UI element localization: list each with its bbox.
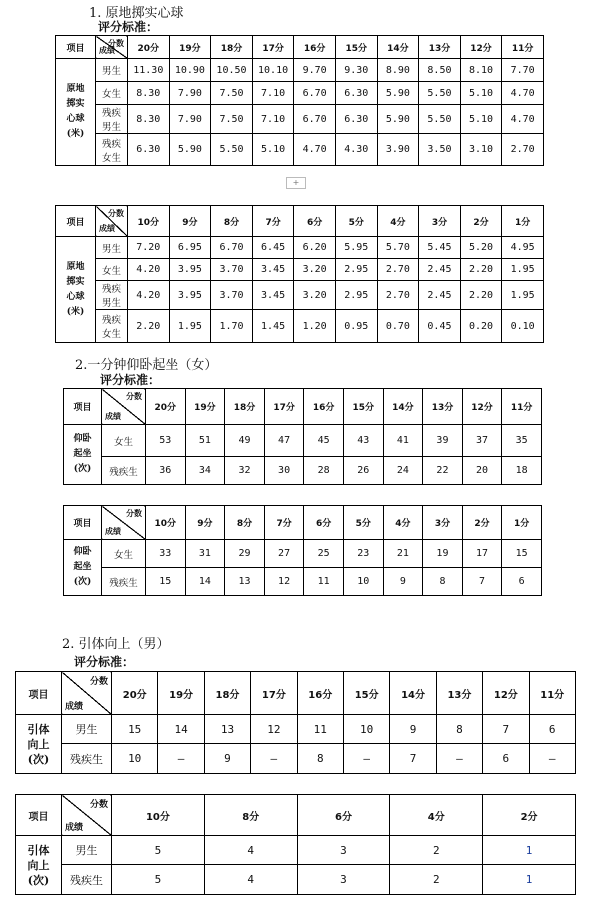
value-cell: 20: [462, 457, 502, 485]
value-cell: 7: [390, 744, 436, 774]
diagonal-header-cell: [62, 672, 112, 715]
value-cell: 30: [264, 457, 304, 485]
diag-score-label: 分数: [126, 508, 142, 518]
value-cell: 10.50: [211, 59, 253, 82]
value-cell: 45: [304, 425, 344, 457]
value-cell: 4.70: [502, 105, 544, 134]
value-cell: 3.90: [377, 134, 419, 166]
value-cell: 41: [383, 425, 423, 457]
value-cell: 8.50: [419, 59, 461, 82]
value-cell: 1.95: [169, 310, 211, 343]
value-cell: 2.70: [377, 259, 419, 281]
value-cell: 2.20: [128, 310, 170, 343]
value-cell: —: [529, 744, 575, 774]
value-cell: 32: [225, 457, 265, 485]
value-cell: 8.10: [460, 59, 502, 82]
value-cell: 6.95: [169, 237, 211, 259]
value-cell: —: [251, 744, 297, 774]
score-header-cell: 4分: [383, 506, 423, 540]
value-cell: 13: [225, 568, 265, 596]
section1-standard: 评分标准：: [98, 20, 159, 34]
row-label-cell: 残疾生: [62, 744, 112, 774]
value-cell: 4.20: [128, 281, 170, 310]
score-header-cell: 15分: [343, 389, 383, 425]
value-cell: 0.70: [377, 310, 419, 343]
value-cell: 0.20: [460, 310, 502, 343]
score-header-cell: 3分: [419, 206, 461, 237]
value-cell: 37: [462, 425, 502, 457]
value-cell: 2.95: [335, 259, 377, 281]
value-cell: 31: [185, 540, 225, 568]
diag-score-label: 分数: [108, 38, 124, 48]
value-cell: 8: [297, 744, 343, 774]
value-cell: 15: [146, 568, 186, 596]
value-cell: 5.50: [211, 134, 253, 166]
item-group-cell: 原地 掷实 心球 (米): [56, 59, 96, 166]
section2-title: 2.一分钟仰卧起坐（女）: [75, 358, 218, 373]
value-cell: 39: [423, 425, 463, 457]
score-header-cell: 1分: [502, 206, 544, 237]
value-cell: 9: [383, 568, 423, 596]
value-cell: 5: [112, 865, 205, 895]
value-cell: 10: [343, 568, 383, 596]
score-header-cell: 6分: [297, 795, 390, 836]
value-cell: 4.95: [502, 237, 544, 259]
value-cell: 15: [112, 715, 158, 744]
value-cell: 3.20: [294, 259, 336, 281]
value-cell: 5.70: [377, 237, 419, 259]
row-label-cell: 残疾 女生: [96, 310, 128, 343]
item-header-cell: 项目: [56, 206, 96, 237]
item-header-cell: 项目: [16, 795, 62, 836]
score-header-cell: 18分: [225, 389, 265, 425]
value-cell: 13: [204, 715, 250, 744]
score-header-cell: 11分: [502, 36, 544, 59]
value-cell: 3.95: [169, 259, 211, 281]
score-header-cell: 5分: [343, 506, 383, 540]
diagonal-header-cell: [102, 506, 146, 540]
value-cell: 7.10: [252, 105, 294, 134]
value-cell: 7.90: [169, 105, 211, 134]
row-label-cell: 男生: [96, 237, 128, 259]
score-header-cell: 13分: [436, 672, 482, 715]
value-cell: 15: [502, 540, 542, 568]
item-header-cell: 项目: [64, 389, 102, 425]
value-cell: 11: [304, 568, 344, 596]
section1-title: 1. 原地掷实心球: [89, 6, 184, 21]
score-header-cell: 15分: [335, 36, 377, 59]
value-cell: 10.10: [252, 59, 294, 82]
value-cell: 4.30: [335, 134, 377, 166]
score-header-cell: 13分: [423, 389, 463, 425]
diag-score-label: 分数: [89, 677, 108, 687]
value-cell: 27: [264, 540, 304, 568]
value-cell: 10: [112, 744, 158, 774]
value-cell: 14: [158, 715, 204, 744]
value-cell: 34: [185, 457, 225, 485]
score-header-cell: 7分: [264, 506, 304, 540]
value-cell: 8: [436, 715, 482, 744]
value-cell: 6.70: [294, 105, 336, 134]
score-header-cell: 10分: [146, 506, 186, 540]
value-cell: 4.70: [502, 82, 544, 105]
value-cell: 3.45: [252, 281, 294, 310]
value-cell: 6: [502, 568, 542, 596]
value-cell: 6.70: [294, 82, 336, 105]
value-cell: 0.10: [502, 310, 544, 343]
row-label-cell: 残疾 女生: [96, 134, 128, 166]
value-cell: 1: [483, 836, 576, 865]
value-cell: 12: [264, 568, 304, 596]
value-cell: 7.50: [211, 105, 253, 134]
score-header-cell: 11分: [529, 672, 575, 715]
value-cell: 4.20: [128, 259, 170, 281]
row-label-cell: 残疾 男生: [96, 281, 128, 310]
score-header-cell: 9分: [185, 506, 225, 540]
value-cell: 36: [146, 457, 186, 485]
value-cell: 10: [343, 715, 389, 744]
value-cell: 14: [185, 568, 225, 596]
value-cell: 7: [483, 715, 529, 744]
value-cell: 5.90: [377, 105, 419, 134]
score-header-cell: 16分: [304, 389, 344, 425]
score-header-cell: 2分: [460, 206, 502, 237]
value-cell: 19: [423, 540, 463, 568]
pullup-table-low: [15, 794, 576, 895]
item-group-cell: 仰卧 起坐 (次): [64, 540, 102, 596]
section3-standard: 评分标准：: [74, 655, 135, 669]
diag-result-label: 成绩: [99, 223, 115, 233]
item-group-cell: 仰卧 起坐 (次): [64, 425, 102, 485]
value-cell: 5.10: [460, 105, 502, 134]
diag-result-label: 成绩: [105, 411, 121, 421]
diagonal-header-cell: [62, 795, 112, 836]
value-cell: 7.90: [169, 82, 211, 105]
value-cell: 6: [483, 744, 529, 774]
value-cell: 2.45: [419, 259, 461, 281]
value-cell: 3.95: [169, 281, 211, 310]
shotput-table-low: [55, 205, 544, 343]
value-cell: 2: [390, 836, 483, 865]
value-cell: —: [158, 744, 204, 774]
score-header-cell: 6分: [304, 506, 344, 540]
score-header-cell: 10分: [128, 206, 170, 237]
value-cell: 7: [462, 568, 502, 596]
score-header-cell: 12分: [460, 36, 502, 59]
score-header-cell: 14分: [390, 672, 436, 715]
value-cell: 4: [204, 836, 297, 865]
value-cell: 7.70: [502, 59, 544, 82]
row-label-cell: 女生: [102, 425, 146, 457]
score-header-cell: 14分: [377, 36, 419, 59]
score-header-cell: 20分: [128, 36, 170, 59]
diagonal-header-cell: [102, 389, 146, 425]
value-cell: 23: [343, 540, 383, 568]
value-cell: 2: [390, 865, 483, 895]
diag-result-label: 成绩: [99, 45, 115, 55]
score-header-cell: 1分: [502, 506, 542, 540]
score-header-cell: 8分: [225, 506, 265, 540]
value-cell: 3: [297, 865, 390, 895]
value-cell: 24: [383, 457, 423, 485]
score-header-cell: 2分: [462, 506, 502, 540]
item-group-cell: 原地 掷实 心球 (米): [56, 237, 96, 343]
value-cell: 1.95: [502, 259, 544, 281]
value-cell: 3.10: [460, 134, 502, 166]
value-cell: 51: [185, 425, 225, 457]
row-label-cell: 男生: [62, 715, 112, 744]
score-header-cell: 4分: [377, 206, 419, 237]
value-cell: 6.30: [128, 134, 170, 166]
score-header-cell: 5分: [335, 206, 377, 237]
diag-result-label: 成绩: [65, 702, 84, 712]
value-cell: 25: [304, 540, 344, 568]
situp-table-low: [63, 505, 542, 596]
value-cell: 5.95: [335, 237, 377, 259]
score-header-cell: 18分: [204, 672, 250, 715]
value-cell: 7.50: [211, 82, 253, 105]
score-header-cell: 10分: [112, 795, 205, 836]
item-header-cell: 项目: [64, 506, 102, 540]
value-cell: 5.50: [419, 105, 461, 134]
diag-score-label: 分数: [108, 208, 124, 218]
score-header-cell: 17分: [264, 389, 304, 425]
item-header-cell: 项目: [16, 672, 62, 715]
row-label-cell: 残疾生: [62, 865, 112, 895]
shotput-table-high: [55, 35, 544, 166]
value-cell: 35: [502, 425, 542, 457]
value-cell: 8.90: [377, 59, 419, 82]
value-cell: 11: [297, 715, 343, 744]
score-header-cell: 20分: [146, 389, 186, 425]
value-cell: 49: [225, 425, 265, 457]
score-header-cell: 13分: [419, 36, 461, 59]
value-cell: 22: [423, 457, 463, 485]
value-cell: 9: [390, 715, 436, 744]
value-cell: 1.70: [211, 310, 253, 343]
item-group-cell: 引体 向上 (次): [16, 836, 62, 895]
score-header-cell: 6分: [294, 206, 336, 237]
score-header-cell: 9分: [169, 206, 211, 237]
value-cell: 18: [502, 457, 542, 485]
score-header-cell: 14分: [383, 389, 423, 425]
row-label-cell: 残疾生: [102, 568, 146, 596]
value-cell: 3: [297, 836, 390, 865]
score-header-cell: 12分: [462, 389, 502, 425]
value-cell: 3.20: [294, 281, 336, 310]
value-cell: 9: [204, 744, 250, 774]
score-header-cell: 18分: [211, 36, 253, 59]
score-header-cell: 8分: [204, 795, 297, 836]
row-label-cell: 残疾生: [102, 457, 146, 485]
section2-standard: 评分标准：: [100, 373, 161, 387]
row-label-cell: 女生: [96, 259, 128, 281]
value-cell: 29: [225, 540, 265, 568]
value-cell: 7.10: [252, 82, 294, 105]
value-cell: 2.70: [502, 134, 544, 166]
value-cell: 4.70: [294, 134, 336, 166]
score-header-cell: 17分: [251, 672, 297, 715]
score-header-cell: 4分: [390, 795, 483, 836]
score-header-cell: 7分: [252, 206, 294, 237]
value-cell: 43: [343, 425, 383, 457]
row-label-cell: 男生: [96, 59, 128, 82]
section3-title: 2. 引体向上（男）: [62, 637, 170, 652]
value-cell: 0.45: [419, 310, 461, 343]
situp-table-high: [63, 388, 542, 485]
value-cell: 28: [304, 457, 344, 485]
value-cell: 5.20: [460, 237, 502, 259]
diag-result-label: 成绩: [105, 526, 121, 536]
value-cell: 33: [146, 540, 186, 568]
diagonal-header-cell: [96, 36, 128, 59]
value-cell: 2.20: [460, 259, 502, 281]
score-header-cell: 16分: [297, 672, 343, 715]
item-header-cell: 项目: [56, 36, 96, 59]
value-cell: —: [343, 744, 389, 774]
value-cell: 10.90: [169, 59, 211, 82]
score-header-cell: 3分: [423, 506, 463, 540]
value-cell: 17: [462, 540, 502, 568]
value-cell: 6: [529, 715, 575, 744]
value-cell: 3.45: [252, 259, 294, 281]
row-label-cell: 女生: [96, 82, 128, 105]
value-cell: 5: [112, 836, 205, 865]
value-cell: 6.20: [294, 237, 336, 259]
value-cell: 12: [251, 715, 297, 744]
score-header-cell: 19分: [169, 36, 211, 59]
score-header-cell: 2分: [483, 795, 576, 836]
score-header-cell: 8分: [211, 206, 253, 237]
value-cell: 6.30: [335, 82, 377, 105]
score-header-cell: 12分: [483, 672, 529, 715]
diag-score-label: 分数: [126, 391, 142, 401]
value-cell: 5.45: [419, 237, 461, 259]
row-label-cell: 残疾 男生: [96, 105, 128, 134]
value-cell: 5.10: [460, 82, 502, 105]
value-cell: 5.90: [377, 82, 419, 105]
value-cell: 2.45: [419, 281, 461, 310]
score-header-cell: 19分: [158, 672, 204, 715]
score-header-cell: 17分: [252, 36, 294, 59]
value-cell: 1.45: [252, 310, 294, 343]
value-cell: 3.50: [419, 134, 461, 166]
value-cell: —: [436, 744, 482, 774]
value-cell: 8.30: [128, 105, 170, 134]
value-cell: 26: [343, 457, 383, 485]
pullup-table-high: [15, 671, 576, 774]
value-cell: 1.95: [502, 281, 544, 310]
value-cell: 5.10: [252, 134, 294, 166]
value-cell: 6.70: [211, 237, 253, 259]
value-cell: 9.30: [335, 59, 377, 82]
value-cell: 47: [264, 425, 304, 457]
value-cell: 2.95: [335, 281, 377, 310]
value-cell: 2.20: [460, 281, 502, 310]
diagonal-header-cell: [96, 206, 128, 237]
value-cell: 6.45: [252, 237, 294, 259]
score-header-cell: 19分: [185, 389, 225, 425]
score-header-cell: 20分: [112, 672, 158, 715]
value-cell: 21: [383, 540, 423, 568]
value-cell: 53: [146, 425, 186, 457]
score-header-cell: 16分: [294, 36, 336, 59]
value-cell: 3.70: [211, 259, 253, 281]
score-header-cell: 11分: [502, 389, 542, 425]
value-cell: 7.20: [128, 237, 170, 259]
add-row-icon[interactable]: +: [286, 177, 306, 189]
value-cell: 4: [204, 865, 297, 895]
diag-result-label: 成绩: [65, 823, 84, 833]
value-cell: 11.30: [128, 59, 170, 82]
value-cell: 1: [483, 865, 576, 895]
value-cell: 6.30: [335, 105, 377, 134]
value-cell: 2.70: [377, 281, 419, 310]
item-group-cell: 引体 向上 (次): [16, 715, 62, 774]
row-label-cell: 男生: [62, 836, 112, 865]
row-label-cell: 女生: [102, 540, 146, 568]
diag-score-label: 分数: [89, 800, 108, 810]
value-cell: 5.50: [419, 82, 461, 105]
score-header-cell: 15分: [343, 672, 389, 715]
value-cell: 0.95: [335, 310, 377, 343]
value-cell: 9.70: [294, 59, 336, 82]
value-cell: 1.20: [294, 310, 336, 343]
value-cell: 8: [423, 568, 463, 596]
value-cell: 3.70: [211, 281, 253, 310]
value-cell: 8.30: [128, 82, 170, 105]
value-cell: 5.90: [169, 134, 211, 166]
